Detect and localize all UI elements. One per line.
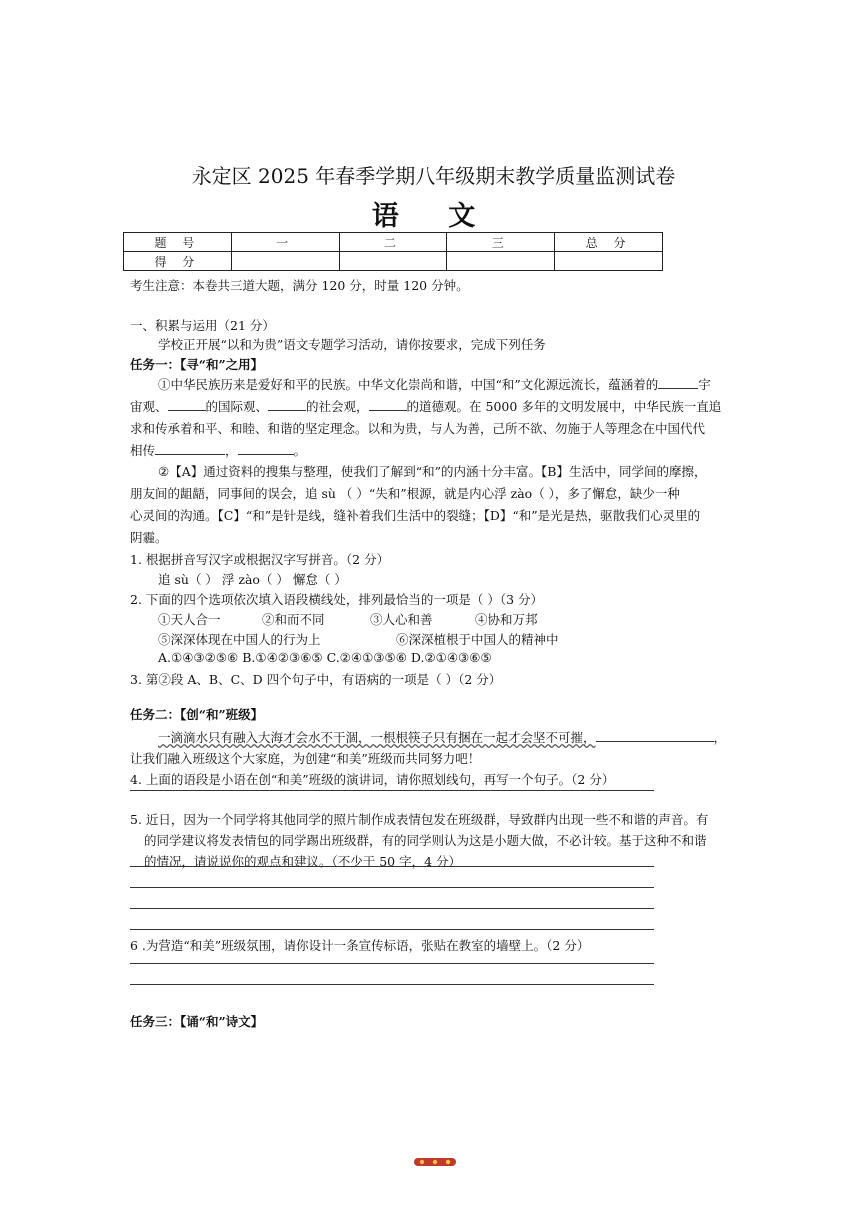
answer-line[interactable] (130, 963, 654, 964)
task2-heading: 任务二：【创“和”班级】 (130, 707, 264, 722)
option-item: ④协和万邦 (475, 612, 538, 627)
answer-line[interactable] (130, 984, 654, 985)
paragraph-text: ①中华民族历来是爱好和平的民族。中华文化崇尚和谐，中国“和”文化源远流长，蕴涵着的 (158, 377, 659, 392)
blank-line[interactable] (596, 729, 714, 742)
answer-choices: A.①④③②⑤⑥ B.①④②③⑥⑤ C.②④①③⑤⑥ D.②①④③⑥⑤ (158, 650, 492, 665)
paragraph-text: 宇 (698, 377, 711, 392)
score-entry-cell[interactable] (555, 252, 663, 271)
underlined-sentence: 一滴滴水只有融入大海才会水不干涸，一根根筷子只有捆在一起才会坚不可摧， (158, 730, 596, 745)
question-5-line: 的情况，请说说你的观点和建议。（不少于 50 字，4 分） (144, 854, 462, 869)
exam-title: 永定区 2025 年春季学期八年级期末教学质量监测试卷 (191, 164, 676, 188)
option-item: ⑥深深植根于中国人的精神中 (396, 632, 559, 647)
table-cell: 总 分 (555, 233, 663, 252)
option-item: ③人心和善 (370, 612, 433, 627)
question-5-line: 5. 近日，因为一个同学将其他同学的照片制作成表情包发在班级群，导致群内出现一些不和谐的声音。有 (130, 812, 709, 827)
question-1-items: 追 sù（ ） 浮 zào（ ） 懈怠（ ） (158, 572, 347, 587)
footer-logo-icon (414, 1152, 456, 1162)
paragraph-text: 宙观、 (130, 399, 168, 414)
answer-line[interactable] (130, 908, 654, 909)
section-heading: 一、积累与运用（21 分） (130, 318, 275, 333)
table-cell: 题 号 (124, 233, 232, 252)
score-entry-cell[interactable] (447, 252, 555, 271)
table-cell: 得 分 (124, 252, 232, 271)
paragraph-line: 求和传承着和平、和睦、和谐的坚定理念。以和为贵，与人为善，己所不欲、勿施于人等理念在中国代代 (130, 421, 706, 436)
paragraph-text: 的社会观， (306, 399, 369, 414)
task1-heading: 任务一：【寻“和”之用】 (130, 357, 264, 372)
paragraph-line: 朋友间的龃龉，同事间的误会，追 sù （ ）“失和”根源，就是内心浮 zào（ ），多了懈怠，缺少一种 (130, 486, 680, 501)
option-item: ②和而不同 (262, 612, 325, 627)
score-table-header-row (124, 233, 663, 252)
blank-line[interactable] (238, 442, 294, 455)
question-1: 1. 根据拼音写汉字或根据汉字写拼音。（2 分） (130, 552, 390, 567)
paragraph-line (130, 397, 721, 415)
section-intro: 学校正开展“以和为贵”语文专题学习活动，请你按要求，完成下列任务 (158, 337, 546, 352)
table-cell: 二 (339, 233, 447, 252)
table-cell: 一 (231, 233, 339, 252)
exam-notice: 考生注意：本卷共三道大题，满分 120 分，时量 120 分钟。 (130, 278, 469, 293)
paragraph-line: ②【A】通过资料的搜集与整理，使我们了解到“和”的内涵十分丰富。【B】生活中，同学间的摩擦， (158, 464, 707, 479)
blank-line[interactable] (268, 398, 306, 411)
paragraph-text: 的国际观、 (205, 399, 269, 414)
paragraph-line (158, 728, 726, 746)
option-item: ⑤深深体现在中国人的行为上 (158, 632, 321, 647)
paragraph-text: 相传 (130, 443, 156, 458)
question-5-line: 的同学建议将发表情包的同学踢出班级群，有的同学则认为这是小题大做，不必计较。基于这种不和谐 (144, 833, 707, 848)
paragraph-text: 。 (293, 443, 307, 458)
subject-title: 语 文 (371, 201, 496, 232)
answer-line[interactable] (130, 887, 654, 888)
option-item: ①天人合一 (158, 612, 221, 627)
score-table (123, 232, 663, 271)
question-4: 4. 上面的语段是小语在创“和美”班级的演讲词，请你照划线句，再写一个句子。（2 分） (130, 772, 615, 787)
question-2: 2. 下面的四个选项依次填入语段横线处，排列最恰当的一项是（ ）（3 分） (130, 592, 544, 607)
score-entry-cell[interactable] (231, 252, 339, 271)
blank-line[interactable] (155, 442, 225, 455)
paragraph-text: ， (225, 443, 238, 458)
blank-line[interactable] (369, 398, 407, 411)
question-6: 6 .为营造“和美”班级氛围，请你设计一条宣传标语，张贴在教室的墙壁上。（2 分） (130, 938, 590, 953)
blank-line[interactable] (168, 398, 206, 411)
score-entry-cell[interactable] (339, 252, 447, 271)
paragraph-text: 的道德观。在 5000 多年的文明发展中，中华民族一直追 (406, 399, 722, 414)
question-3: 3. 第②段 A、B、C、D 四个句子中，有语病的一项是（ ）（2 分） (130, 672, 502, 687)
answer-line[interactable] (130, 790, 654, 791)
task3-heading: 任务三：【诵“和”诗文】 (130, 1014, 264, 1029)
blank-line[interactable] (658, 376, 698, 389)
paragraph-text: ， (713, 730, 727, 745)
table-cell: 三 (447, 233, 555, 252)
score-table-score-row (124, 252, 663, 271)
answer-line[interactable] (130, 866, 654, 867)
paragraph-line (158, 375, 711, 393)
paragraph-line: 让我们融入班级这个大家庭，为创建“和美”班级而共同努力吧！ (130, 751, 481, 766)
paragraph-line: 心灵间的沟通。【C】“和”是针是线，缝补着我们生活中的裂缝；【D】“和”是光是热，驱散我们心灵里的 (130, 508, 701, 523)
answer-line[interactable] (130, 929, 654, 930)
paragraph-line: 阴霾。 (130, 530, 168, 545)
paragraph-line (130, 441, 306, 459)
